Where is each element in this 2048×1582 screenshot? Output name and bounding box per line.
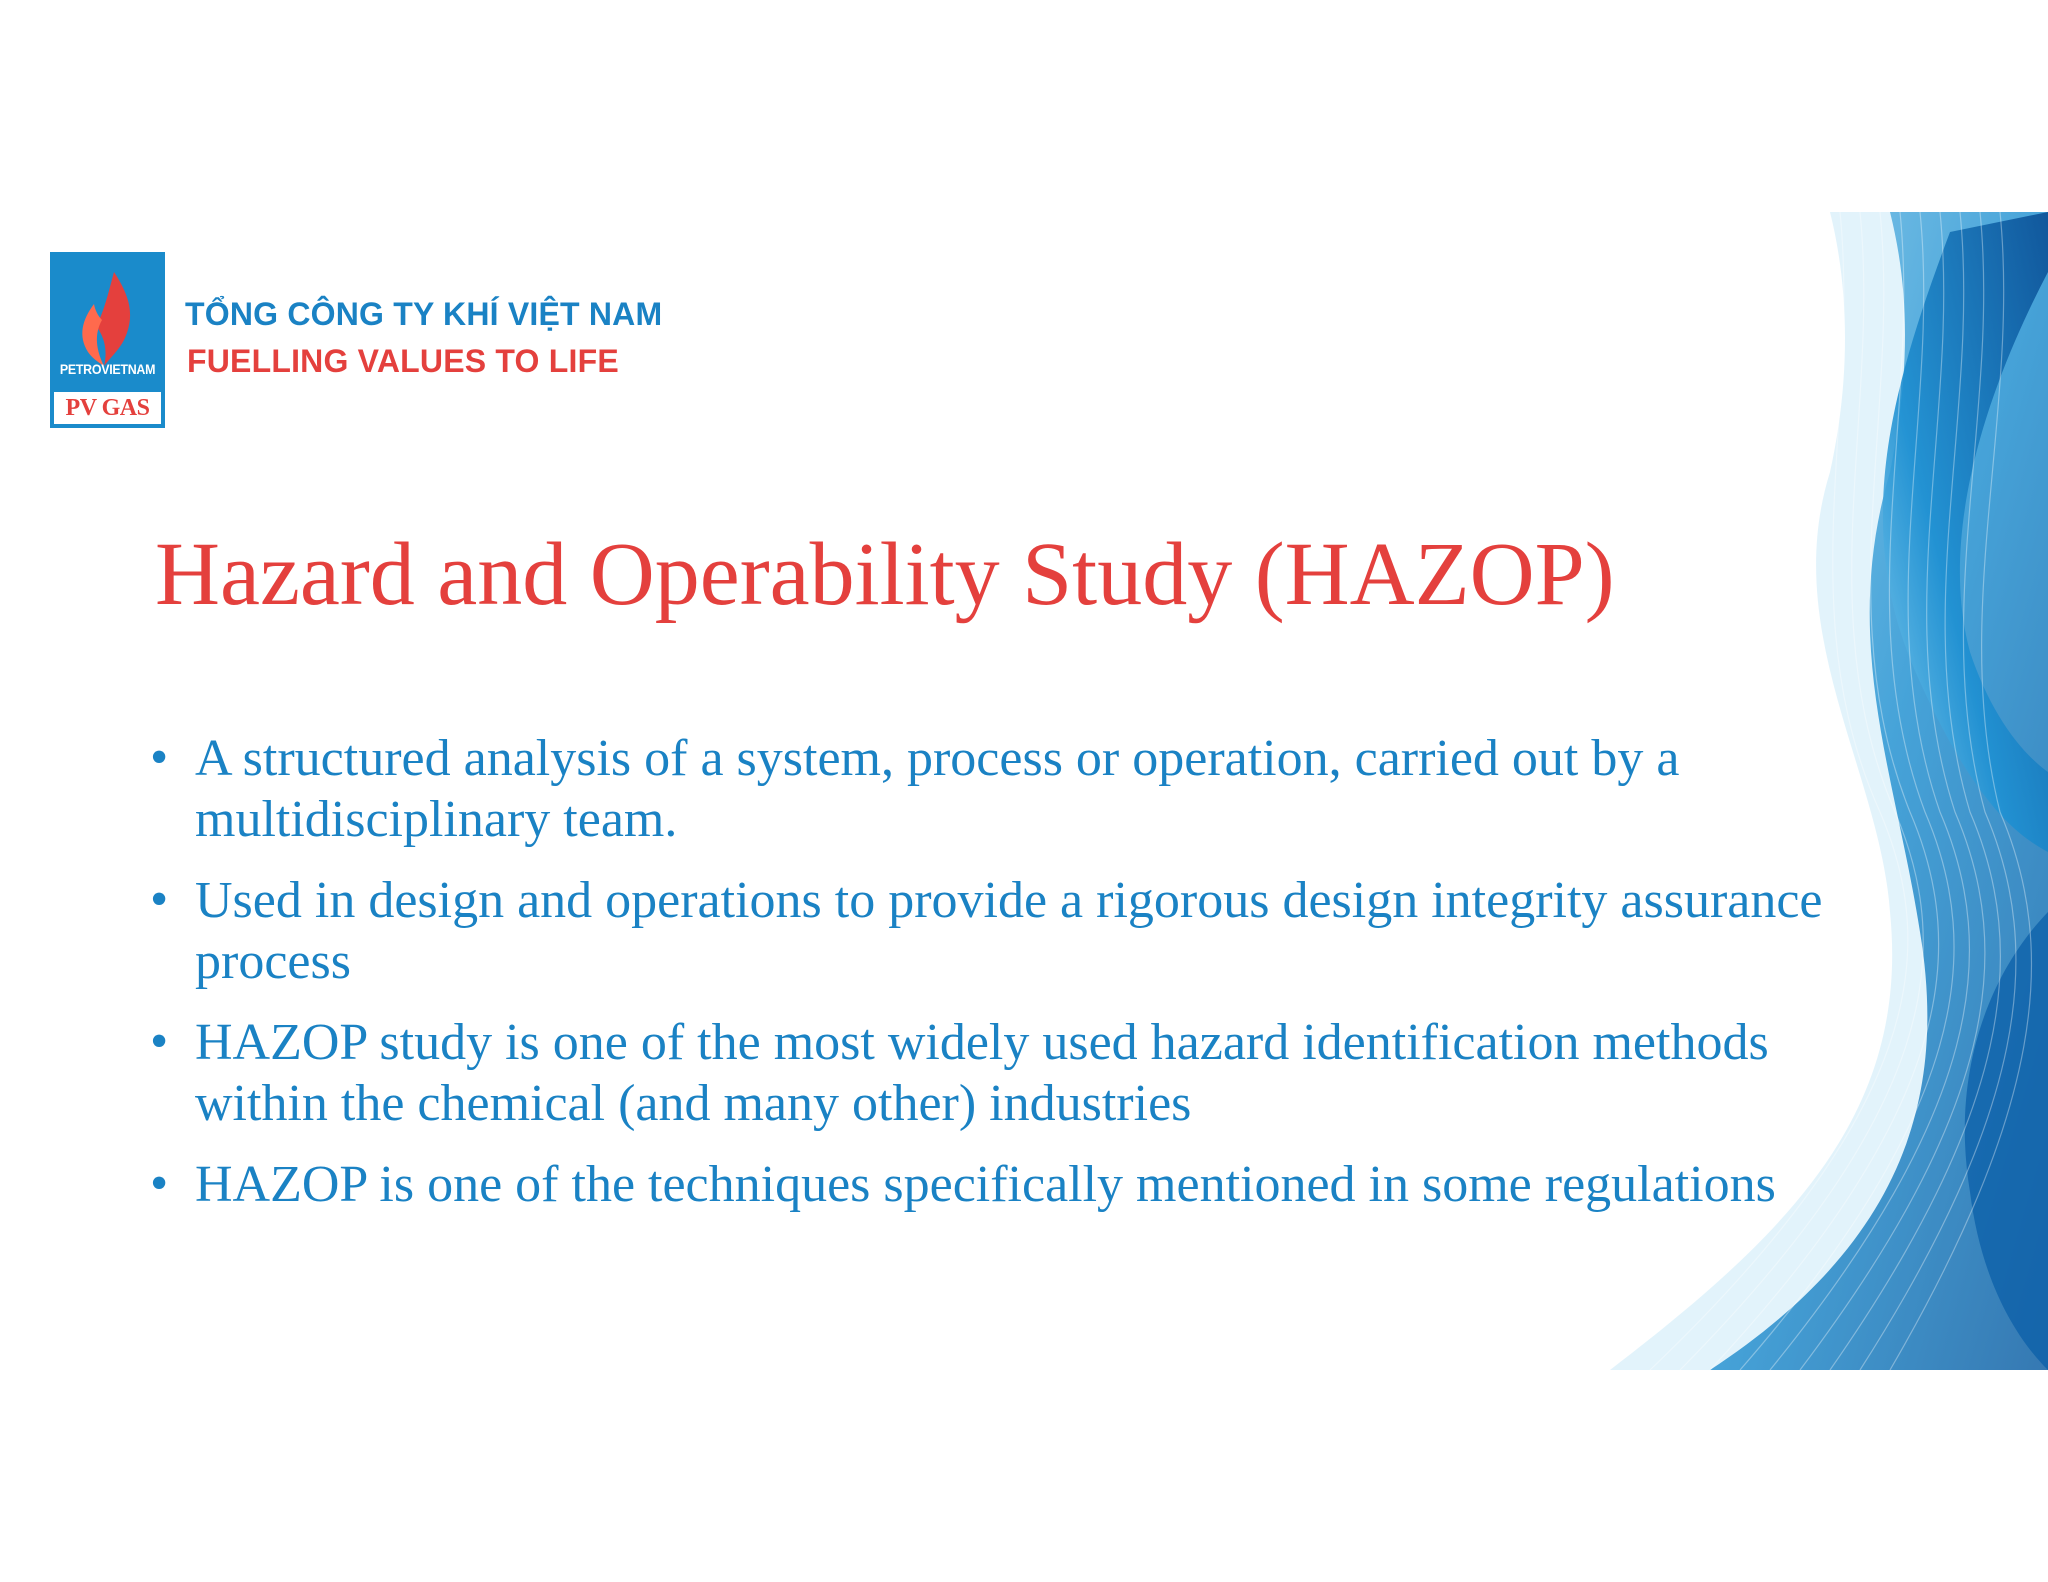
bullet-item (150, 1154, 1890, 1215)
bullet-item (150, 870, 1890, 992)
bullet-item (150, 1012, 1890, 1134)
bullet-dot: • (150, 1155, 169, 1212)
bullet-dot: • (150, 1013, 169, 1070)
slide-title: Hazard and Operability Study (HAZOP) (155, 525, 1615, 624)
company-name: TỔNG CÔNG TY KHÍ VIỆT NAM (185, 296, 663, 332)
bullet-list (150, 728, 1890, 1235)
logo-petrovietnam-text: PETROVIETNAM (59, 362, 156, 377)
bullet-text: Used in design and operations to provide a rigorous design integrity assurance process (195, 872, 1823, 990)
flame-icon (74, 270, 144, 370)
bullet-text: HAZOP study is one of the most widely used hazard identification methods within the chemical (and many other) industries (195, 1014, 1769, 1132)
pvgas-logo (50, 252, 165, 428)
bullet-dot: • (150, 871, 169, 928)
bullet-text: HAZOP is one of the techniques specifically mentioned in some regulations (195, 1156, 1776, 1213)
bullet-dot: • (150, 729, 169, 786)
logo-pvgas-text: PV GAS (54, 392, 161, 424)
bullet-text: A structured analysis of a system, process or operation, carried out by a multidisciplinary team. (195, 730, 1680, 848)
bullet-item (150, 728, 1890, 850)
company-slogan: FUELLING VALUES TO LIFE (187, 343, 619, 379)
